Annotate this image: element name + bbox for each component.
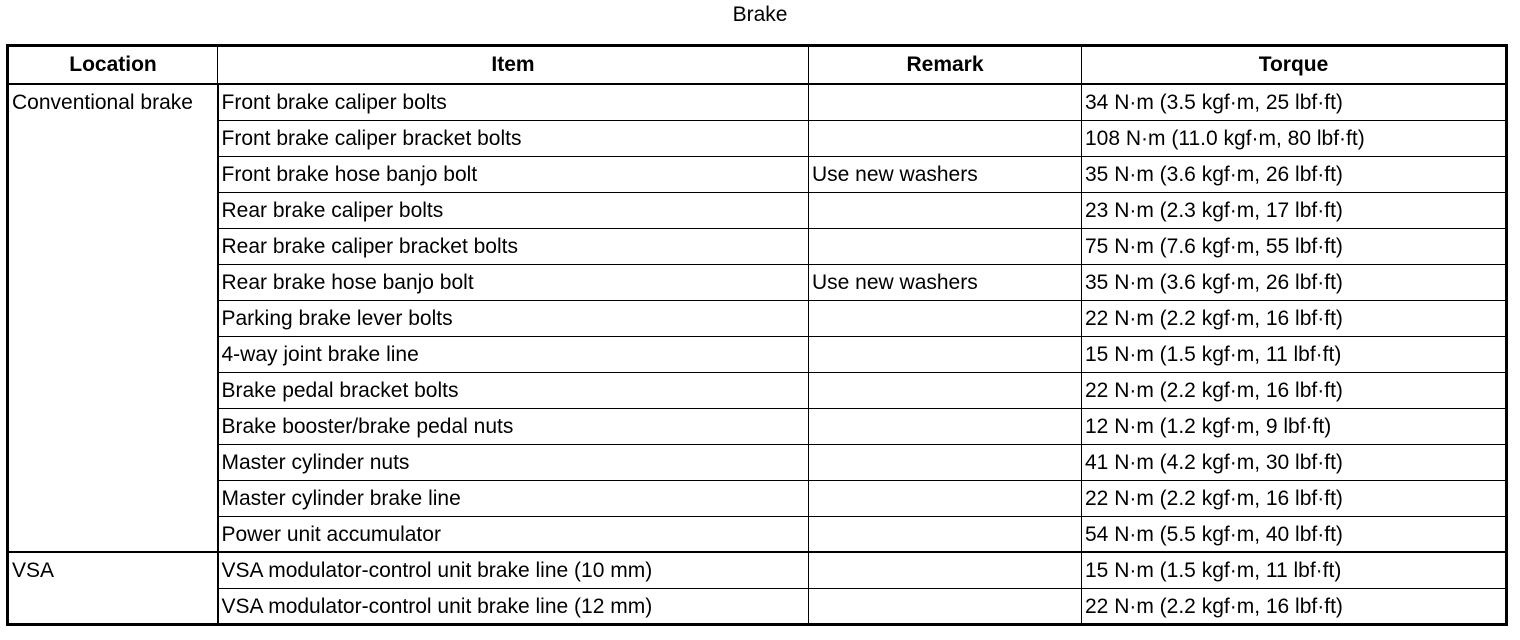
table-header-row [8,46,1507,85]
remark-cell [809,84,1082,120]
torque-cell: 22 N·m (2.2 kgf·m, 16 lbf·ft) [1082,480,1507,516]
item-cell: Rear brake caliper bolts [218,192,809,228]
header-location: Location [8,46,218,85]
item-cell: Rear brake caliper bracket bolts [218,228,809,264]
remark-cell [809,300,1082,336]
torque-cell: 22 N·m (2.2 kgf·m, 16 lbf·ft) [1082,372,1507,408]
table-row [8,300,1507,336]
table-row [8,480,1507,516]
location-cell: Conventional brake [8,84,218,552]
torque-cell: 75 N·m (7.6 kgf·m, 55 lbf·ft) [1082,228,1507,264]
remark-cell [809,336,1082,372]
torque-cell: 22 N·m (2.2 kgf·m, 16 lbf·ft) [1082,300,1507,336]
torque-table [6,44,1508,626]
table-row [8,372,1507,408]
location-cell: VSA [8,552,218,624]
table-row [8,192,1507,228]
item-cell: Front brake hose banjo bolt [218,156,809,192]
item-cell: Brake pedal bracket bolts [218,372,809,408]
torque-cell: 15 N·m (1.5 kgf·m, 11 lbf·ft) [1082,336,1507,372]
remark-cell [809,588,1082,624]
item-cell: Parking brake lever bolts [218,300,809,336]
table-row [8,228,1507,264]
remark-cell: Use new washers [809,156,1082,192]
torque-cell: 34 N·m (3.5 kgf·m, 25 lbf·ft) [1082,84,1507,120]
remark-cell [809,516,1082,552]
remark-cell [809,120,1082,156]
table-row [8,120,1507,156]
table-row [8,264,1507,300]
torque-cell: 108 N·m (11.0 kgf·m, 80 lbf·ft) [1082,120,1507,156]
table-row [8,444,1507,480]
table-row [8,588,1507,624]
table-row [8,552,1507,588]
table-row [8,84,1507,120]
item-cell: Brake booster/brake pedal nuts [218,408,809,444]
item-cell: Front brake caliper bracket bolts [218,120,809,156]
table-row [8,156,1507,192]
header-torque: Torque [1082,46,1507,85]
torque-cell: 15 N·m (1.5 kgf·m, 11 lbf·ft) [1082,552,1507,588]
torque-cell: 12 N·m (1.2 kgf·m, 9 lbf·ft) [1082,408,1507,444]
torque-cell: 22 N·m (2.2 kgf·m, 16 lbf·ft) [1082,588,1507,624]
remark-cell [809,444,1082,480]
remark-cell [809,192,1082,228]
remark-cell [809,480,1082,516]
torque-cell: 23 N·m (2.3 kgf·m, 17 lbf·ft) [1082,192,1507,228]
item-cell: Power unit accumulator [218,516,809,552]
remark-cell [809,408,1082,444]
item-cell: VSA modulator-control unit brake line (10 mm) [218,552,809,588]
table-row [8,516,1507,552]
remark-cell [809,372,1082,408]
torque-cell: 41 N·m (4.2 kgf·m, 30 lbf·ft) [1082,444,1507,480]
header-item: Item [218,46,809,85]
document-title: Brake [732,3,788,26]
item-cell: Master cylinder nuts [218,444,809,480]
item-cell: Front brake caliper bolts [218,84,809,120]
item-cell: VSA modulator-control unit brake line (12 mm) [218,588,809,624]
torque-cell: 35 N·m (3.6 kgf·m, 26 lbf·ft) [1082,264,1507,300]
remark-cell [809,228,1082,264]
header-remark: Remark [809,46,1082,85]
item-cell: Rear brake hose banjo bolt [218,264,809,300]
torque-cell: 35 N·m (3.6 kgf·m, 26 lbf·ft) [1082,156,1507,192]
remark-cell [809,552,1082,588]
item-cell: Master cylinder brake line [218,480,809,516]
torque-cell: 54 N·m (5.5 kgf·m, 40 lbf·ft) [1082,516,1507,552]
table-row [8,408,1507,444]
remark-cell: Use new washers [809,264,1082,300]
table-row [8,336,1507,372]
item-cell: 4-way joint brake line [218,336,809,372]
